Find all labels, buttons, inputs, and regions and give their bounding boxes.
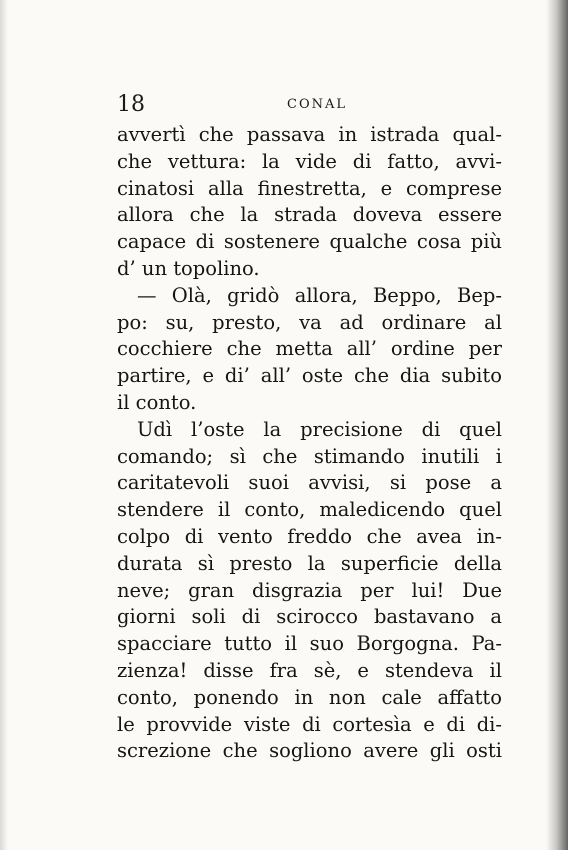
running-title: CONAL — [287, 97, 348, 112]
text-line: comando; sì che stimando inutili i — [117, 444, 502, 468]
text-line: avvertì che passava in istrada qual- — [117, 123, 502, 146]
text-line: zienza! disse fra sè, e stendeva il — [117, 658, 502, 682]
text-line: Udì l’oste la precisione di quel — [137, 417, 502, 441]
page-left-edge — [0, 0, 8, 850]
text-line: durata sì presto la superficie della — [117, 551, 502, 575]
text-line: — Olà, gridò allora, Beppo, Bep- — [137, 283, 502, 307]
text-line: neve; gran disgrazia per lui! Due — [117, 578, 502, 602]
text-line: il conto. — [117, 390, 197, 414]
text-line: spacciare tutto il suo Borgogna. Pa- — [117, 632, 502, 656]
page-number: 18 — [117, 92, 145, 117]
text-line: cocchiere che metta all’ ordine per — [117, 337, 502, 361]
text-line: cinatosi alla finestretta, e comprese — [117, 176, 502, 200]
text-line: le provvide viste di cortesìa e di di- — [117, 712, 502, 736]
text-line: screzione che sogliono avere gli osti — [117, 739, 502, 763]
text-line: colpo di vento freddo che avea in- — [117, 524, 502, 548]
text-line: partire, e di’ all’ oste che dia subito — [117, 364, 502, 388]
text-line: capace di sostenere qualche cosa più — [117, 230, 502, 254]
text-line: po: su, presto, va ad ordinare al — [117, 310, 502, 334]
text-line: allora che la strada doveva essere — [117, 203, 502, 227]
body-text — [117, 122, 502, 765]
text-line: conto, ponendo in non cale affatto — [117, 685, 502, 709]
text-line: d’ un topolino. — [117, 256, 260, 280]
text-line: che vettura: la vide di fatto, avvi- — [117, 149, 502, 173]
page-header — [117, 92, 502, 118]
text-line: stendere il conto, maledicendo quel — [117, 498, 502, 522]
binding-shadow — [546, 0, 568, 850]
text-line: giorni soli di scirocco bastavano a — [117, 605, 502, 629]
text-line: caritatevoli suoi avvisi, si pose a — [117, 471, 502, 495]
